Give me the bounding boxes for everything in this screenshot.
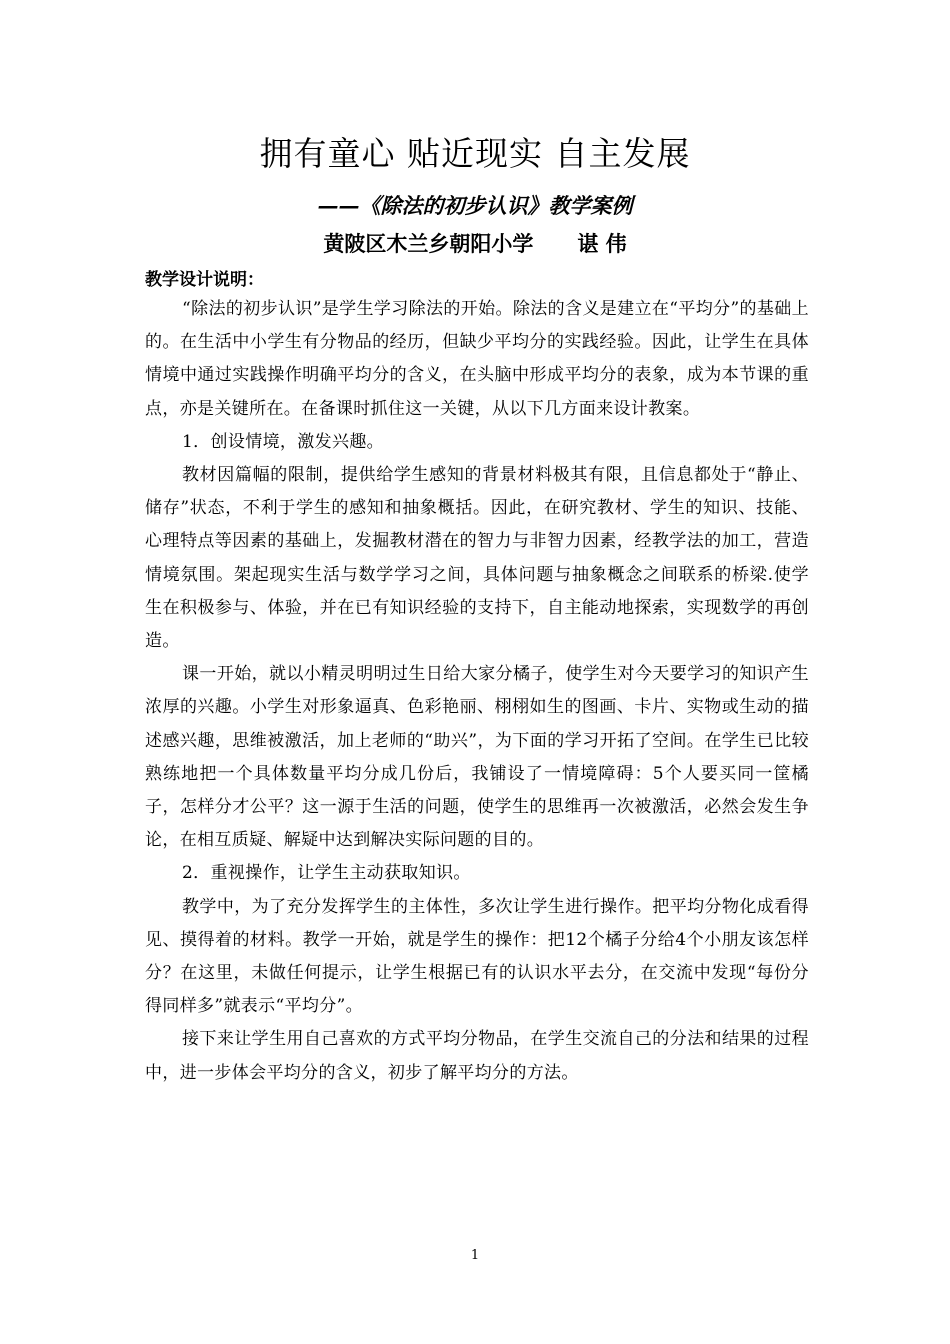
document-subtitle: ——《除法的初步认识》教学案例 bbox=[317, 193, 633, 218]
paragraph: 教材因篇幅的限制，提供给学生感知的背景材料极其有限，且信息都处于“静止、储存”状态，不利于学生的感知和抽象概括。因此，在研究教材、学生的知识、技能、心理特点等因素的基础上，发掘教材潜在的智力与非智力因素，经教学法的加工，营造情境氛围。架起现实生活与数学学习之间，具体问题与抽象概念之间联系的桥梁.使学生在积极参与、体验，并在已有知识经验的支持下，自主能动地探索，实现数学的再创造。 bbox=[145, 465, 809, 652]
document-title: 拥有童心 贴近现实 自主发展 bbox=[259, 134, 691, 173]
paragraph: 1．创设情境，激发兴趣。 bbox=[182, 431, 385, 452]
paragraph: 接下来让学生用自己喜欢的方式平均分物品，在学生交流自己的分法和结果的过程中，进一步体会平均分的含义，初步了解平均分的方法。 bbox=[145, 1029, 809, 1083]
section-heading: 教学设计说明： bbox=[145, 270, 264, 290]
paragraph: 2．重视操作，让学生主动获取知识。 bbox=[182, 863, 471, 884]
page-number: 1 bbox=[470, 1248, 480, 1263]
paragraph: 教学中，为了充分发挥学生的主体性，多次让学生进行操作。把平均分物化成看得见、摸得着的材料。教学一开始，就是学生的操作：把12个橘子分给4个小朋友该怎样分？在这里，未做任何提示，让学生根据已有的认识水平去分，在交流中发现“每份分得同样多”就表示“平均分”。 bbox=[145, 896, 809, 1017]
document-body bbox=[145, 293, 809, 1090]
author-school: 黄陂区木兰乡朝阳小学 bbox=[323, 231, 534, 256]
paragraph: “除法的初步认识”是学生学习除法的开始。除法的含义是建立在“平均分”的基础上的。在生活中小学生有分物品的经历，但缺少平均分的实践经验。因此，让学生在具体情境中通过实践操作明确平均分的含义，在头脑中形成平均分的表象，成为本节课的重点，亦是关键所在。在备课时抓住这一关键，从以下几方面来设计教案。 bbox=[145, 299, 809, 419]
paragraph: 课一开始，就以小精灵明明过生日给大家分橘子，使学生对今天要学习的知识产生浓厚的兴趣。小学生对形象逼真、色彩艳丽、栩栩如生的图画、卡片、实物或生动的描述感兴趣，思维被激活，加上老师的“助兴”，为下面的学习开拓了空间。在学生已比较熟练地把一个具体数量平均分成几份后，我铺设了一情境障碍：5个人要买同一筐橘子，怎样分才公平？这一源于生活的问题，使学生的思维再一次被激活，必然会发生争论，在相互质疑、解疑中达到解决实际问题的目的。 bbox=[145, 664, 809, 851]
author-line bbox=[0, 228, 950, 258]
author-name: 谌 伟 bbox=[577, 231, 627, 256]
